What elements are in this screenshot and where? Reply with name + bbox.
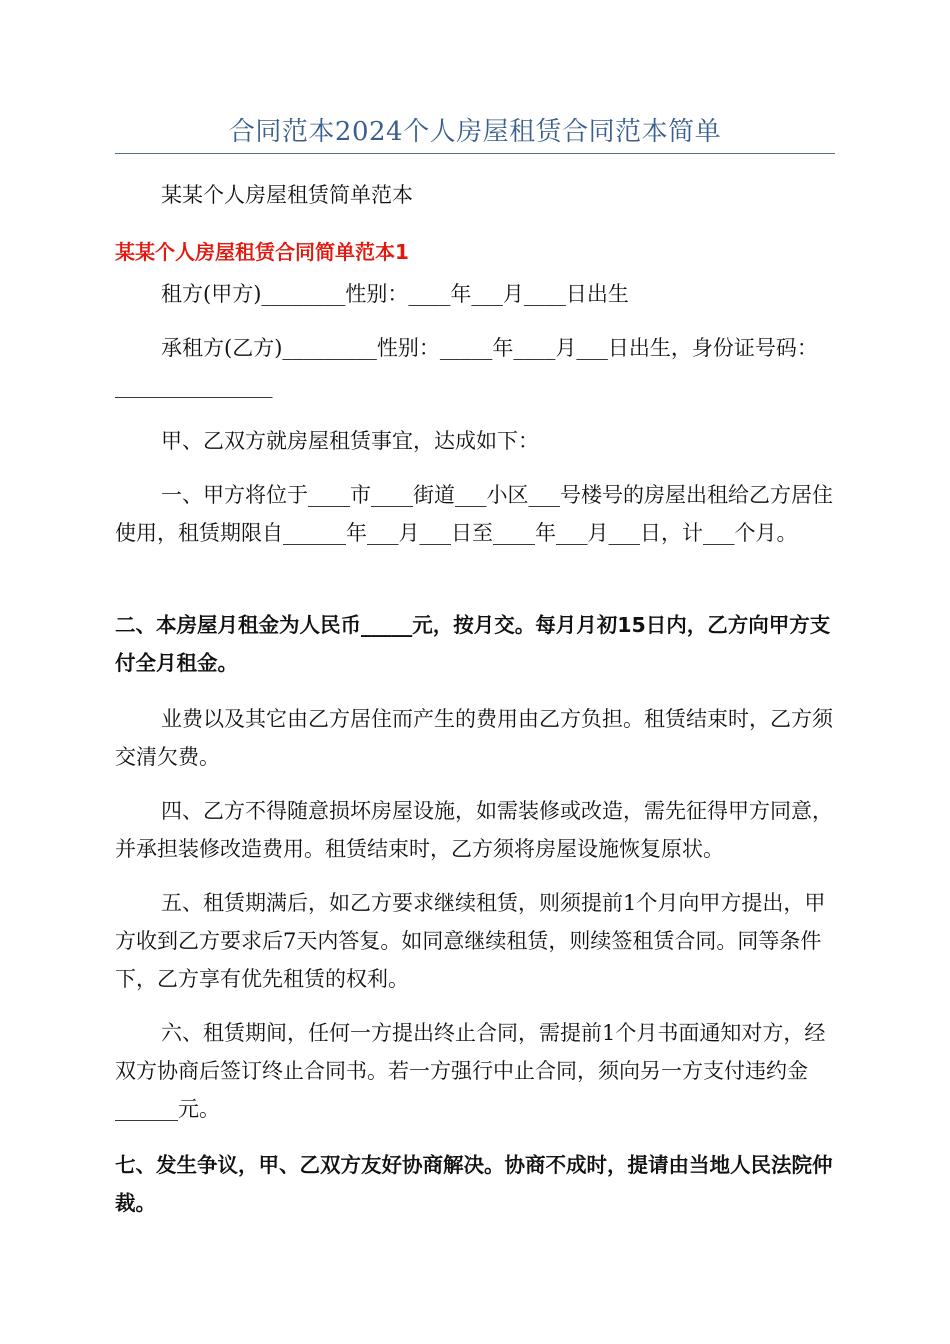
paragraph-clause-5: 五、租赁期满后，如乙方要求继续租赁，则须提前1个月向甲方提出，甲方收到乙方要求后7天内答复。如同意继续租赁，则续签租赁合同。同等条件下，乙方享有优先租赁的权利。 bbox=[115, 891, 826, 991]
paragraph-agreement-intro: 甲、乙双方就房屋租赁事宜，达成如下： bbox=[161, 429, 539, 453]
paragraph-lessor: 租方(甲方)________性别：____年___月____日出生 bbox=[161, 282, 629, 306]
paragraph-clause-4: 四、乙方不得随意损坏房屋设施，如需装修或改造，需先征得甲方同意，并承担装修改造费用。租赁结束时，乙方须将房屋设施恢复原状。 bbox=[115, 799, 833, 861]
paragraph-lessee: 承租方(乙方)_________性别：_____年____月___日出生，身份证号码：_______________ bbox=[115, 336, 818, 398]
paragraph-clause-7: 七、发生争议，甲、乙双方友好协商解决。协商不成时，提请由当地人民法院仲裁。 bbox=[115, 1153, 833, 1215]
section-heading: 某某个人房屋租赁合同简单范本1 bbox=[115, 240, 409, 264]
paragraph-clause-1: 一、甲方将位于____市____街道___小区___号楼号的房屋出租给乙方居住使用，租赁期限自______年___月___日至____年___月___日，计___个月。 bbox=[115, 483, 833, 545]
document-title: 合同范本2024个人房屋租赁合同范本简单 bbox=[228, 117, 722, 147]
paragraph-clause-2: 二、本房屋月租金为人民币_____元，按月交。每月月初15日内，乙方向甲方支付全月租金。 bbox=[115, 613, 831, 675]
paragraph-clause-3: 业费以及其它由乙方居住而产生的费用由乙方负担。租赁结束时，乙方须交清欠费。 bbox=[115, 707, 833, 769]
document-subtitle: 某某个人房屋租赁简单范本 bbox=[161, 183, 413, 207]
paragraph-clause-6: 六、租赁期间，任何一方提出终止合同，需提前1个月书面通知对方，经双方协商后签订终止合同书。若一方强行中止合同，须向另一方支付违约金______元。 bbox=[115, 1021, 826, 1121]
title-underline bbox=[115, 153, 835, 154]
